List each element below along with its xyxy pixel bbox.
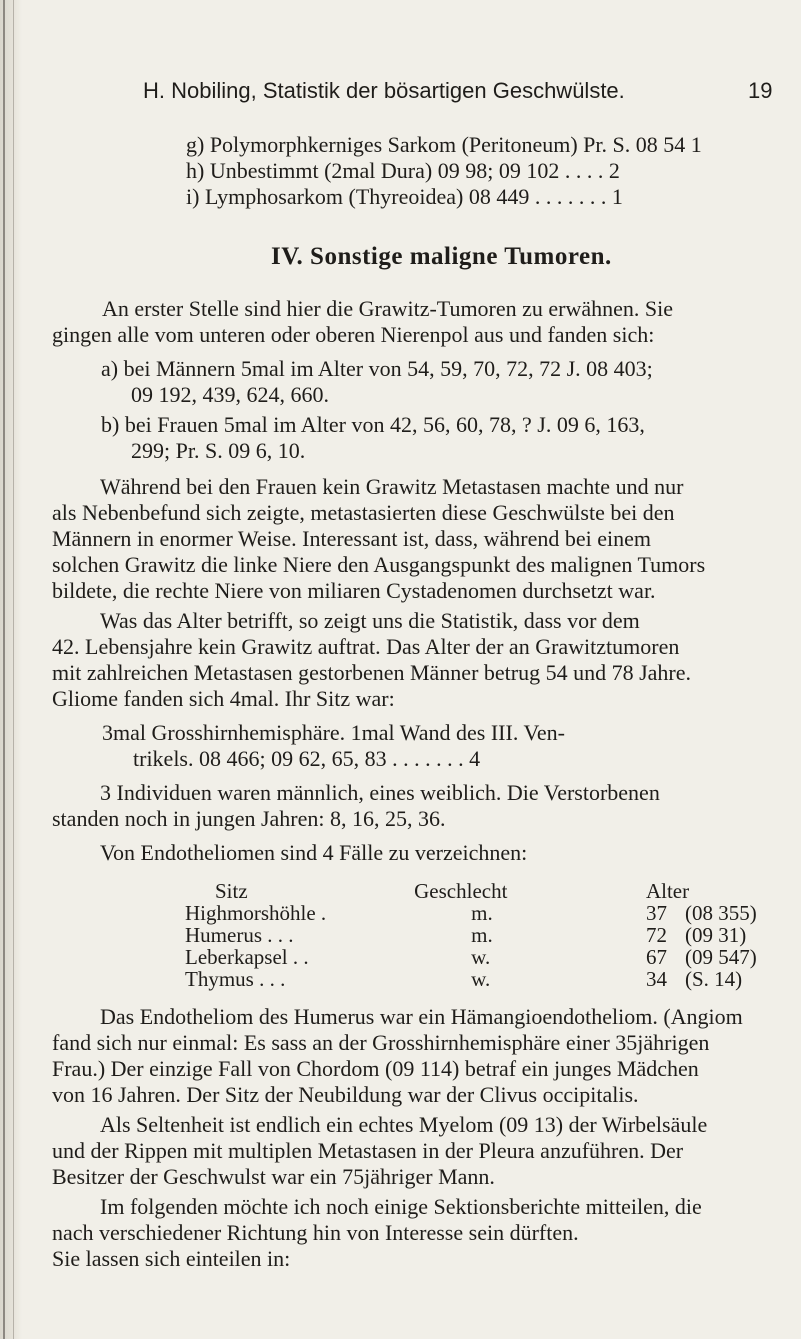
- paragraph-line: Von Endotheliomen sind 4 Fälle zu verzeichnen:: [100, 840, 528, 865]
- paragraph-line: als Nebenbefund sich zeigte, metastasierten diese Geschwülste bei den: [52, 500, 675, 525]
- list-item: h) Unbestimmt (2mal Dura) 09 98; 09 102 . . . . 2: [186, 158, 620, 183]
- running-head-title: H. Nobiling, Statistik der bösartigen Geschwülste.: [143, 78, 625, 103]
- table-header-row: [185, 880, 801, 902]
- cell-geschlecht: w.: [471, 967, 491, 991]
- cell-alter: 37: [645, 901, 667, 925]
- list-item: trikels. 08 466; 09 62, 65, 83 . . . . . . . 4: [133, 746, 481, 771]
- page-number: 19: [748, 78, 773, 103]
- table-row: [185, 946, 801, 968]
- list-item: a) bei Männern 5mal im Alter von 54, 59, 70, 72, 72 J. 08 403;: [101, 356, 653, 381]
- paragraph-line: fand sich nur einmal: Es sass an der Grosshirnhemisphäre einer 35jährigen: [52, 1030, 710, 1055]
- column-header-alter: Alter: [645, 879, 690, 903]
- table-row: [185, 968, 801, 990]
- endothelioma-table: [185, 880, 801, 990]
- paragraph-line: und der Rippen mit multiplen Metastasen in der Pleura anzuführen. Der: [52, 1138, 684, 1163]
- paragraph-line: Frau.) Der einzige Fall von Chordom (09 114) betraf ein junges Mädchen: [52, 1056, 699, 1081]
- list-item: b) bei Frauen 5mal im Alter von 42, 56, 60, 78, ? J. 09 6, 163,: [101, 412, 645, 437]
- paragraph-line: Während bei den Frauen kein Grawitz Metastasen machte und nur: [100, 474, 684, 499]
- list-item: i) Lymphosarkom (Thyreoidea) 08 449 . . . . . . . 1: [186, 184, 623, 209]
- cell-ref: (09 31): [685, 923, 747, 947]
- cell-ref: (S. 14): [685, 967, 743, 991]
- paragraph-line: Als Seltenheit ist endlich ein echtes Myelom (09 13) der Wirbelsäule: [100, 1112, 708, 1137]
- column-header-sitz: Sitz: [215, 879, 248, 903]
- paragraph-line: Im folgenden möchte ich noch einige Sektionsberichte mitteilen, die: [100, 1194, 702, 1219]
- paragraph-line: Was das Alter betrifft, so zeigt uns die Statistik, dass vor dem: [100, 608, 640, 633]
- list-item: 09 192, 439, 624, 660.: [131, 382, 329, 407]
- cell-sitz: Highmorshöhle .: [185, 901, 327, 925]
- list-item: g) Polymorphkerniges Sarkom (Peritoneum) Pr. S. 08 54 1: [186, 132, 702, 157]
- paragraph-line: standen noch in jungen Jahren: 8, 16, 25, 36.: [52, 806, 446, 831]
- cell-sitz: Humerus . . .: [185, 923, 294, 947]
- cell-alter: 34: [645, 967, 667, 991]
- paragraph-line: Sie lassen sich einteilen in:: [52, 1246, 291, 1271]
- column-header-geschlecht: Geschlecht: [414, 879, 508, 903]
- paragraph-line: gingen alle vom unteren oder oberen Nierenpol aus und fanden sich:: [52, 322, 655, 347]
- cell-sitz: Leberkapsel . .: [185, 945, 309, 969]
- paragraph-line: Männern in enormer Weise. Interessant ist, dass, während bei einem: [52, 526, 651, 551]
- cell-alter: 67: [645, 945, 667, 969]
- paragraph-line: bildete, die rechte Niere von miliaren Cystadenomen durchsetzt war.: [52, 578, 656, 603]
- paragraph-line: Gliome fanden sich 4mal. Ihr Sitz war:: [52, 686, 395, 711]
- paragraph-line: An erster Stelle sind hier die Grawitz-Tumoren zu erwähnen. Sie: [102, 296, 674, 321]
- cell-geschlecht: m.: [471, 901, 493, 925]
- section-heading: IV. Sonstige maligne Tumoren.: [271, 243, 612, 270]
- table-row: [185, 902, 801, 924]
- paragraph-line: Besitzer der Geschwulst war ein 75jähriger Mann.: [52, 1164, 495, 1189]
- paragraph-line: 42. Lebensjahre kein Grawitz auftrat. Das Alter der an Grawitztumoren: [52, 634, 680, 659]
- cell-geschlecht: m.: [471, 923, 493, 947]
- paragraph-line: von 16 Jahren. Der Sitz der Neubildung war der Clivus occipitalis.: [52, 1082, 639, 1107]
- paragraph-line: Das Endotheliom des Humerus war ein Hämangioendotheliom. (Angiom: [100, 1004, 743, 1029]
- list-item: 3mal Grosshirnhemisphäre. 1mal Wand des III. Ven-: [102, 720, 565, 745]
- binding-shadow-line: [3, 0, 5, 1339]
- list-item: 299; Pr. S. 09 6, 10.: [131, 438, 306, 463]
- cell-geschlecht: w.: [471, 945, 491, 969]
- paragraph-line: solchen Grawitz die linke Niere den Ausgangspunkt des malignen Tumors: [52, 552, 706, 577]
- paragraph-line: nach verschiedener Richtung hin von Interesse sein dürften.: [52, 1220, 579, 1245]
- table-row: [185, 924, 801, 946]
- cell-ref: (09 547): [685, 945, 757, 969]
- book-binding-edge: [0, 0, 22, 1339]
- cell-ref: (08 355): [685, 901, 757, 925]
- paragraph-line: 3 Individuen waren männlich, eines weiblich. Die Verstorbenen: [100, 780, 660, 805]
- binding-shadow-line: [13, 0, 14, 1339]
- cell-alter: 72: [645, 923, 667, 947]
- cell-sitz: Thymus . . .: [185, 967, 286, 991]
- paragraph-line: mit zahlreichen Metastasen gestorbenen Männer betrug 54 und 78 Jahre.: [52, 660, 692, 685]
